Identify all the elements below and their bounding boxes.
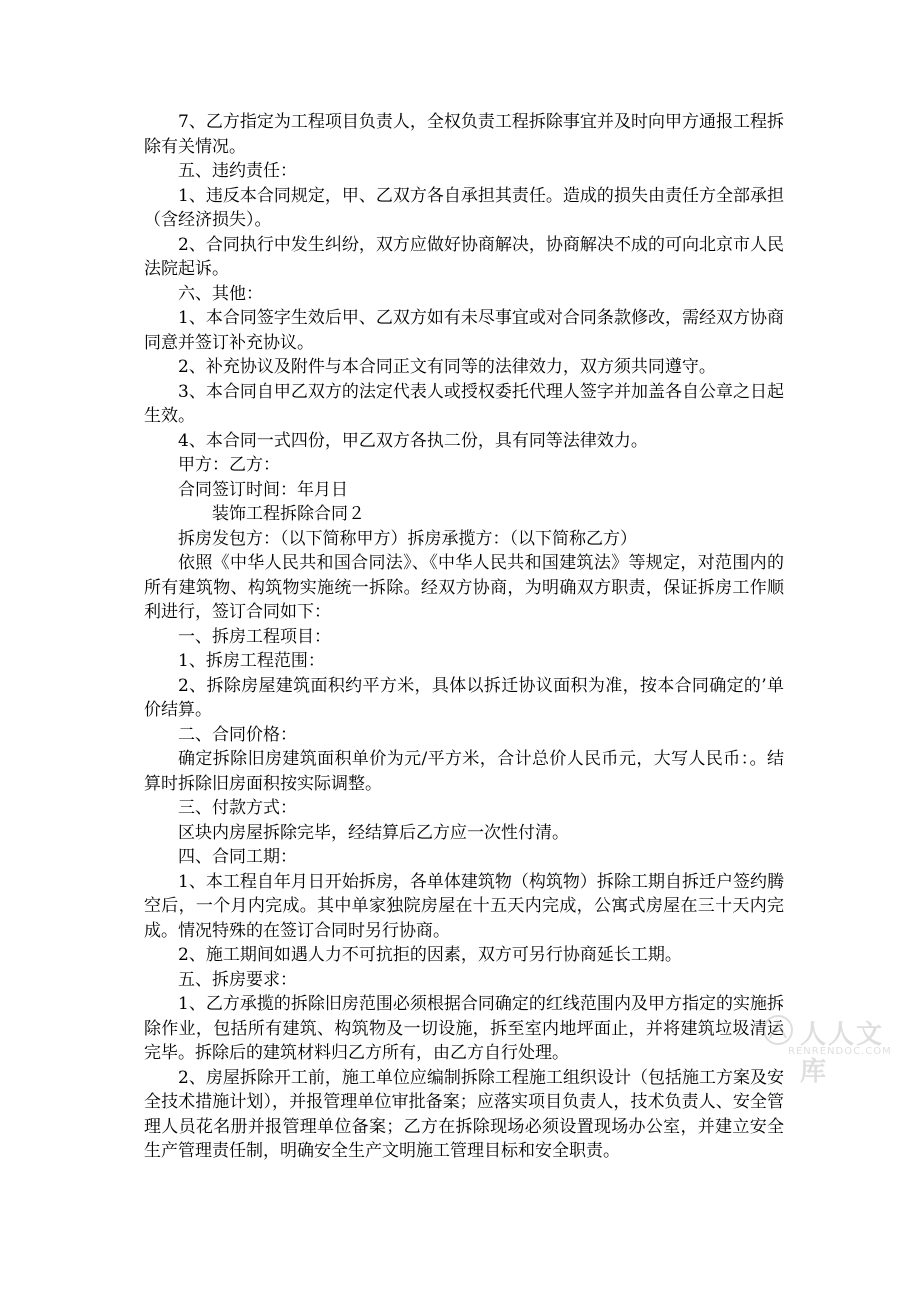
section-heading: 五、违约责任：: [178, 161, 297, 181]
paragraph: 2、合同执行中发生纠纷，双方应做好协商解决，协商解决不成的可向北京市人民法院起诉。: [144, 234, 784, 279]
paragraph: 1、违反本合同规定，甲、乙双方各自承担其责任。造成的损失由责任方全部承担（含经济损失）。: [144, 185, 784, 230]
paragraph: 1、拆房工程范围：: [178, 651, 325, 671]
paragraph: 区块内房屋拆除完毕，经结算后乙方应一次性付清。: [178, 822, 569, 843]
section-heading: 二、合同价格：: [178, 724, 297, 745]
watermark-url: RENRENDOC.COM: [788, 1046, 892, 1057]
date-line: 合同签订时间：年月日: [178, 479, 348, 500]
section-heading: 一、拆房工程项目：: [178, 626, 331, 647]
document-body: [144, 110, 784, 1164]
signature-line: 甲方：乙方：: [178, 455, 280, 475]
paragraph: 1、乙方承揽的拆除旧房范围必须根据合同确定的红线范围内及甲方指定的实施拆除作业，包括所有建筑、构筑物及一切设施，拆至室内地坪面止，并将建筑垃圾清运完毕。拆除后的建筑材料归乙方所有，由乙方自行处理。: [144, 994, 784, 1063]
paragraph: 3、本合同自甲乙双方的法定代表人或授权委托代理人签字并加盖各自公章之日起生效。: [144, 381, 784, 426]
paragraph: 7、乙方指定为工程项目负责人，全权负责工程拆除事宜并及时向甲方通报工程拆除有关情况。: [144, 112, 784, 157]
parties-line: 拆房发包方：（以下简称甲方）拆房承揽方：（以下简称乙方）: [178, 528, 637, 549]
paragraph: 4、本合同一式四份，甲乙双方各执二份，具有同等法律效力。: [178, 430, 648, 451]
section-heading: 六、其他：: [178, 283, 263, 304]
paragraph: 2、补充协议及附件与本合同正文有同等的法律效力，双方须共同遵守。: [178, 357, 716, 377]
paragraph: 1、本工程自年月日开始拆房，各单体建筑物（构筑物）拆除工期自拆迁户签约腾空后，一个月内完成。其中单家独院房屋在十五天内完成，公寓式房屋在三十天内完成。情况特殊的在签订合同时另行协商。: [144, 871, 784, 941]
paragraph: 2、拆除房屋建筑面积约平方米，具体以拆迁协议面积为准，按本合同确定的’单价结算。: [144, 675, 784, 720]
paragraph: 2、施工期间如遇人力不可抗拒的因素，双方可另行协商延长工期。: [178, 945, 682, 965]
paragraph: 1、本合同签字生效后甲、乙双方如有未尽事宜或对合同条款修改，需经双方协商同意并签订补充协议。: [144, 308, 784, 353]
section-heading: 四、合同工期：: [178, 847, 297, 867]
paragraph: 依照《中华人民共和国合同法》、《中华人民共和国建筑法》等规定，对范围内的所有建筑物、构筑物实施统一拆除。经双方协商，为明确双方职责，保证拆房工作顺利进行，签订合同如下：: [144, 553, 784, 622]
section-heading: 三、付款方式：: [178, 798, 297, 818]
paragraph: 确定拆除旧房建筑面积单价为元/平方米，合计总价人民币元，大写人民币：。结算时拆除旧房面积按实际调整。: [144, 749, 784, 794]
contract-title: 装饰工程拆除合同２: [212, 504, 365, 524]
paragraph: 2、房屋拆除开工前，施工单位应编制拆除工程施工组织设计（包括施工方案及安全技术措施计划），并报管理单位审批备案；应落实项目负责人，技术负责人、安全管理人员花名册并报管理单位备案；乙方在拆除现场必须设置现场办公室，并建立安全生产管理责任制，明确安全生产文明施工管理目标和安全职责。: [144, 1067, 784, 1161]
section-heading: 五、拆房要求：: [178, 969, 297, 990]
watermark-text: 人人文库: [800, 1020, 885, 1087]
